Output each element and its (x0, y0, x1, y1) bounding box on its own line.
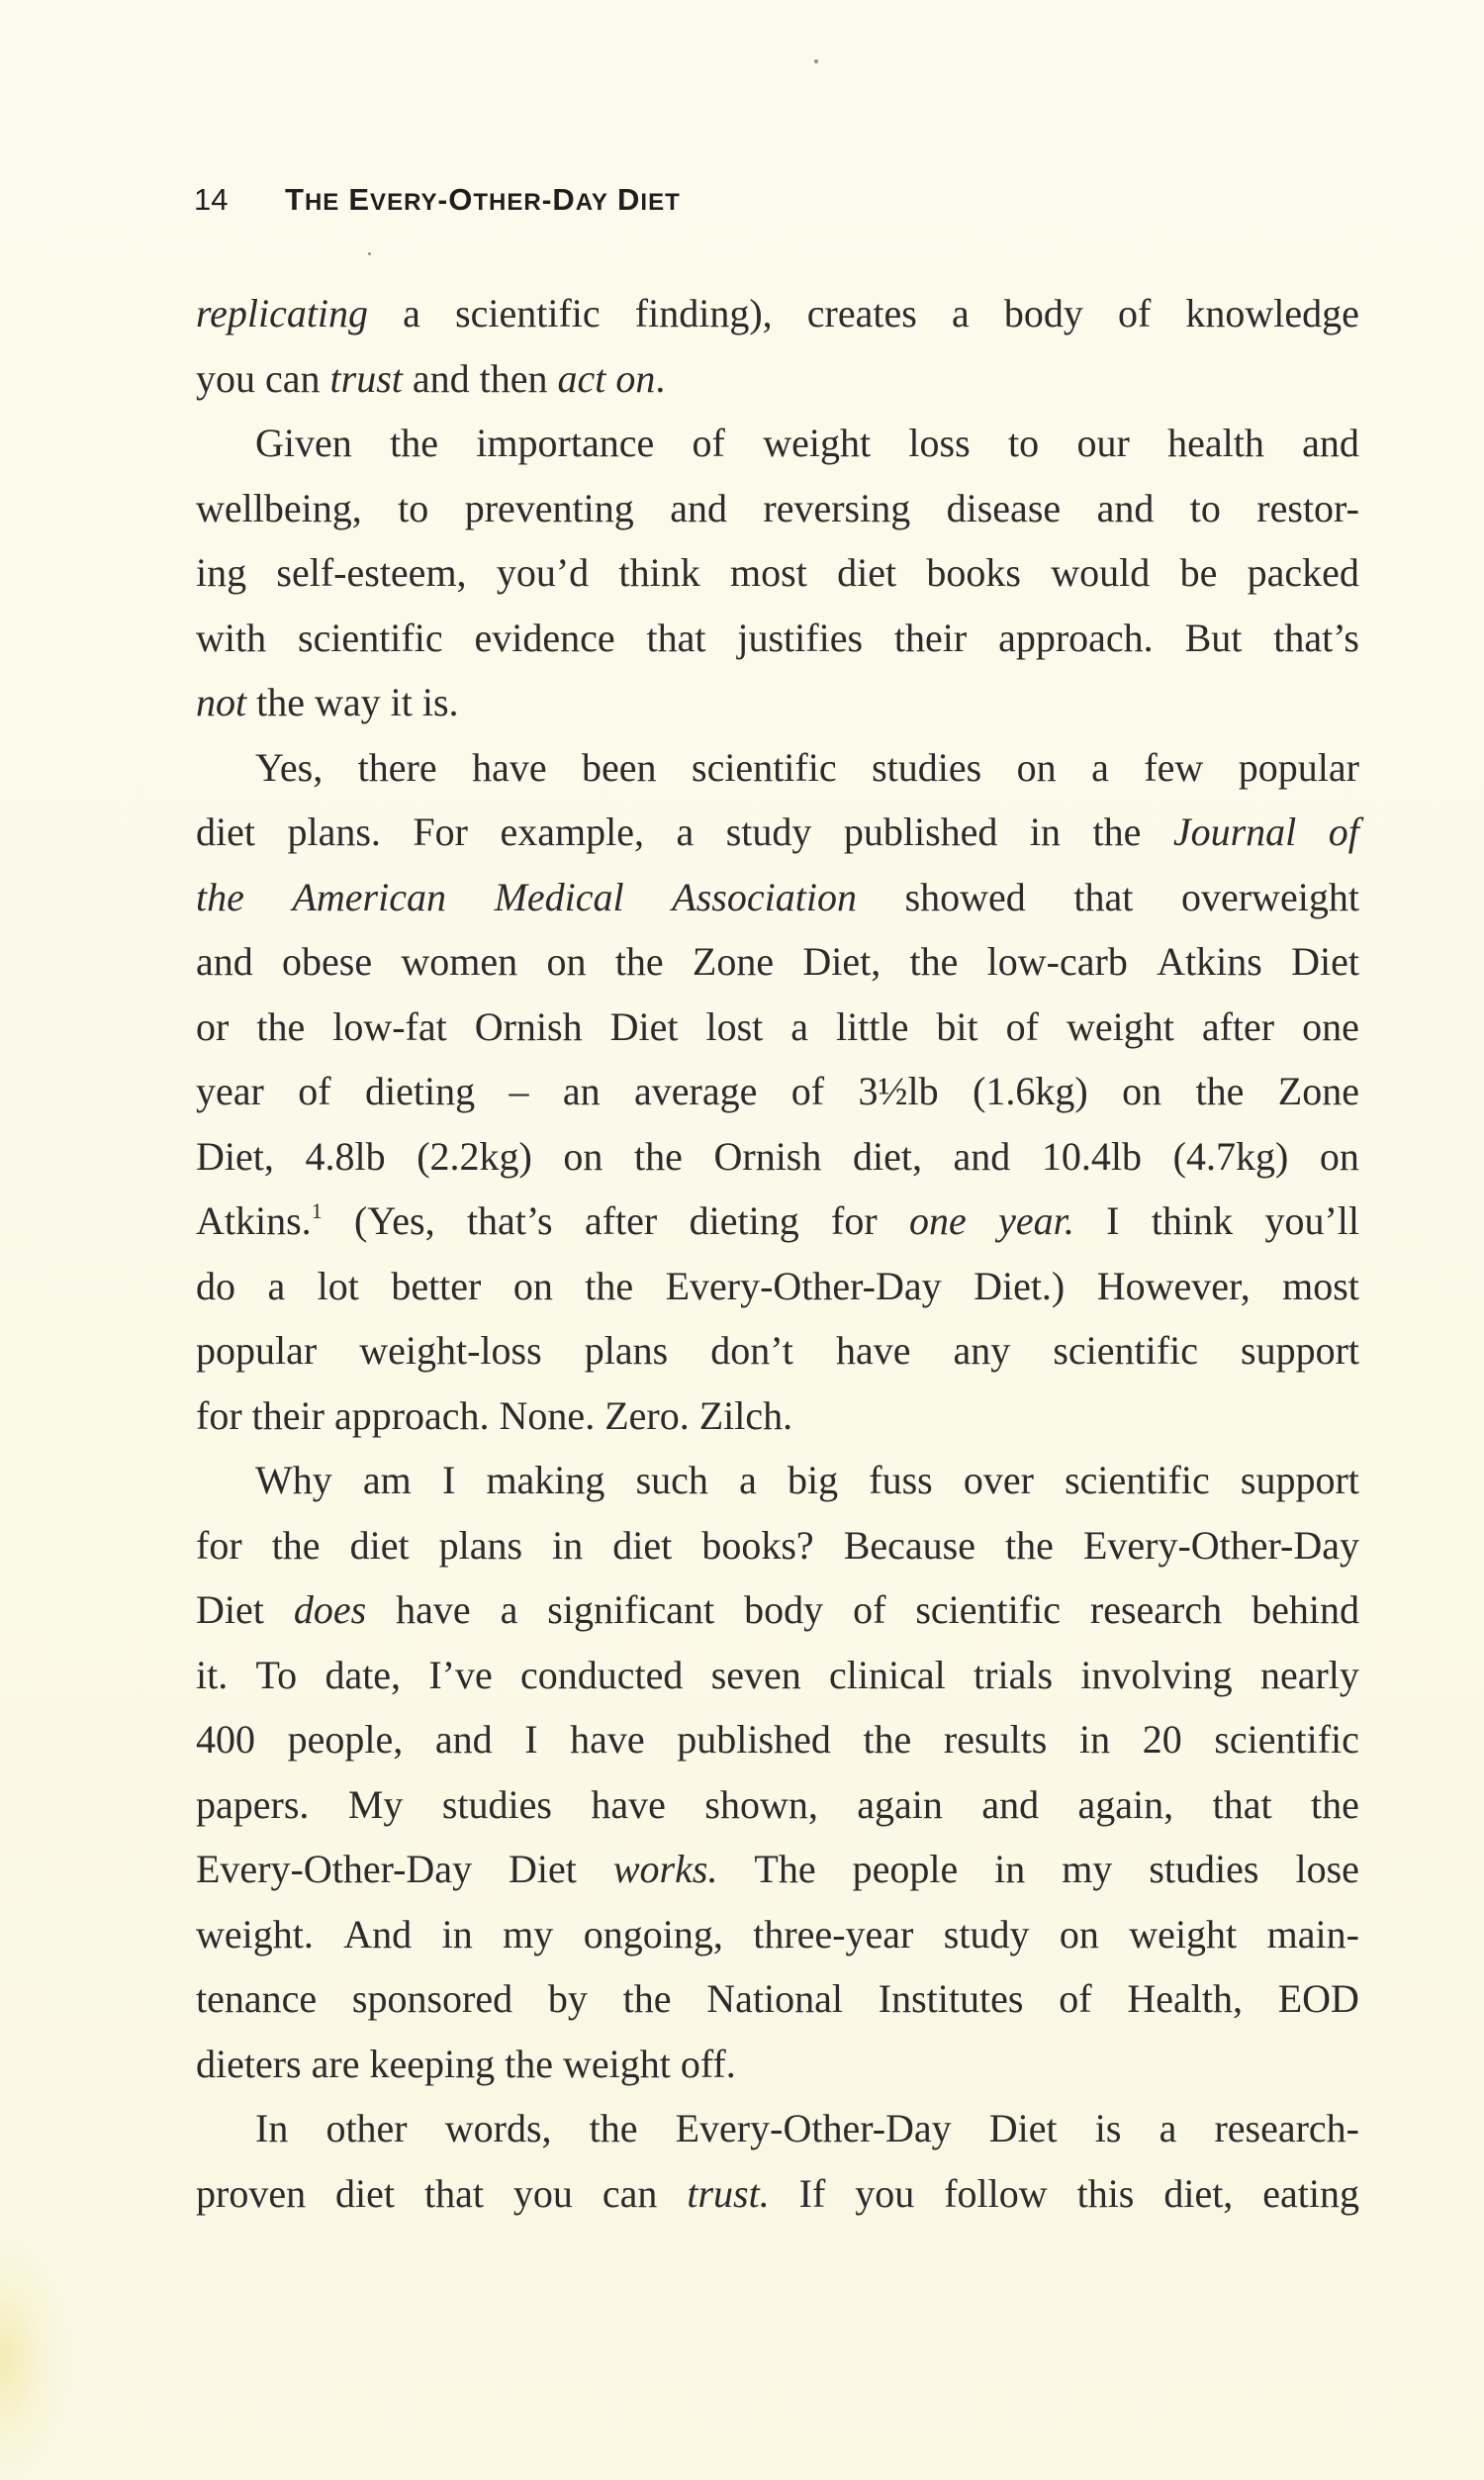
paper-speck (814, 59, 818, 63)
text-line: ing self-esteem, you’d think most diet books would be packed (196, 550, 1359, 595)
text-line: tenance sponsored by the National Institutes of Health, EOD (196, 1976, 1359, 2021)
text-line: it. To date, I’ve conducted seven clinical trials involving nearly (196, 1652, 1359, 1697)
text-line: with scientific evidence that justifies their approach. But that’s (196, 615, 1359, 660)
text-line: not the way it is. (196, 680, 459, 724)
text-line: wellbeing, to preventing and reversing disease and to restor- (196, 485, 1359, 530)
text-line: weight. And in my ongoing, three-year study on weight main- (196, 1911, 1359, 1956)
text-line: the American Medical Association showed that overweight (196, 874, 1359, 919)
text-line: 400 people, and I have published the results in 20 scientific (196, 1717, 1359, 1762)
text-line: or the low-fat Ornish Diet lost a little bit of weight after one (196, 1003, 1359, 1049)
text-line: proven diet that you can trust. If you follow this diet, eating (196, 2170, 1359, 2216)
text-line: year of dieting – an average of 3½lb (1.6kg) on the Zone (196, 1069, 1359, 1113)
text-line: dieters are keeping the weight off. (196, 2041, 736, 2086)
body-text (196, 281, 1359, 2226)
text-line: Yes, there have been scientific studies on a few popular (255, 744, 1359, 790)
text-line: diet plans. For example, a study published in the Journal of (196, 810, 1359, 854)
page-edge-stain (0, 2237, 69, 2480)
text-line: replicating a scientific finding), creates a body of knowledge (196, 291, 1359, 335)
text-line: Diet does have a significant body of scientific research behind (196, 1587, 1359, 1632)
text-line: popular weight-loss plans don’t have any scientific support (196, 1328, 1359, 1373)
text-line: Diet, 4.8lb (2.2kg) on the Ornish diet, and 10.4lb (4.7kg) on (196, 1133, 1359, 1179)
text-line: Every-Other-Day Diet works. The people in my studies lose (196, 1847, 1359, 1891)
text-line: for the diet plans in diet books? Because the Every-Other-Day (196, 1522, 1359, 1568)
text-line: do a lot better on the Every-Other-Day Diet.) However, most (196, 1263, 1359, 1308)
text-line: you can trust and then act on. (196, 355, 666, 401)
text-line: In other words, the Every-Other-Day Diet is a research- (255, 2106, 1359, 2150)
text-line: for their approach. None. Zero. Zilch. (196, 1392, 793, 1438)
running-header (194, 182, 681, 218)
text-line: Given the importance of weight loss to our health and (255, 421, 1359, 465)
page-number: 14 (194, 182, 229, 217)
text-line: and obese women on the Zone Diet, the low-carb Atkins Diet (196, 939, 1359, 984)
text-line: Why am I making such a big fuss over scientific support (255, 1458, 1359, 1502)
text-line: papers. My studies have shown, again and again, that the (196, 1781, 1359, 1827)
running-title: THE EVERY-OTHER-DAY DIET (285, 182, 681, 217)
text-line: Atkins.$^1$ (Yes, that’s after dieting for one year. I think you’ll (196, 1198, 1359, 1243)
paper-speck (368, 252, 371, 255)
